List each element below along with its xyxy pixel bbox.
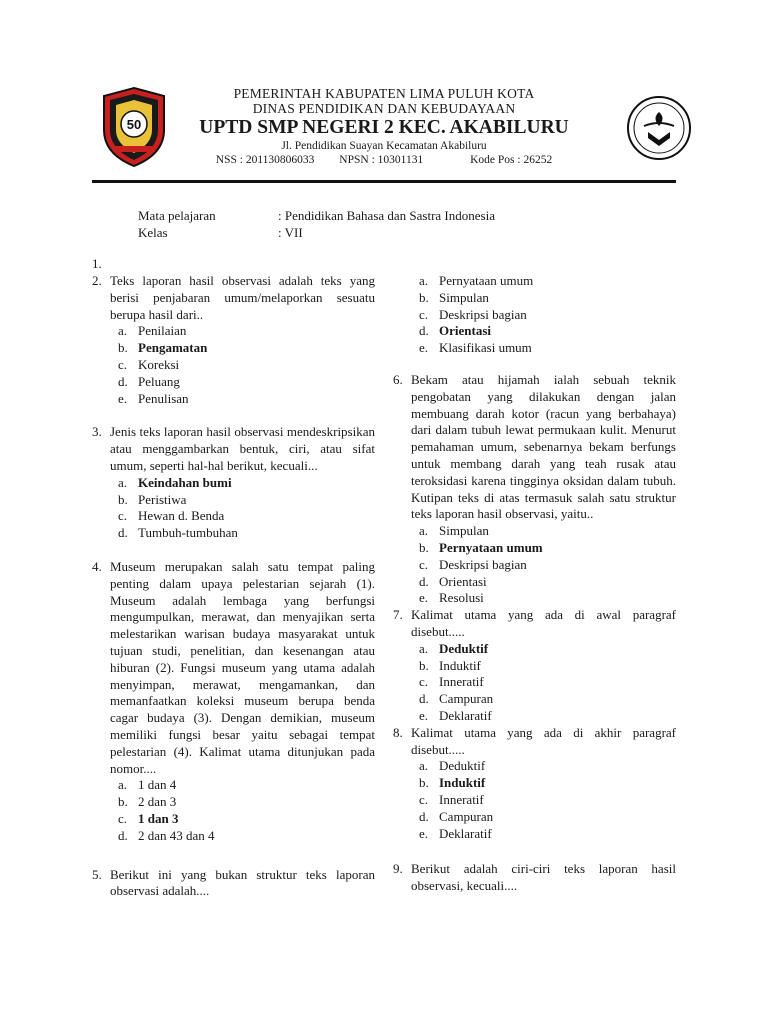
option-letter: b.	[419, 775, 429, 791]
option-letter: b.	[118, 340, 128, 356]
subject-label: Mata pelajaran	[138, 208, 216, 223]
question-text: Bekam atau hijamah ialah sebuah teknik pengobatan yang dilakukan dengan jalan membuang darah kotor (racun yang berbahaya) dari dalam tubuh lewat permukaan kulit. Menurut pemahaman umum, sebenarnya bekam berfungs untuk membang darah yang teah rusak atau teroksidasi karena tingginya oksidan dalam tubuh. Kutipan teks di atas termasuk salah satu struktur teks laporan hasil observasi, yaitu..	[411, 371, 676, 522]
option[interactable]	[110, 357, 375, 374]
option-letter: b.	[118, 491, 128, 507]
question-number: 5.	[92, 866, 102, 882]
option-text: 2 dan 43 dan 4	[138, 827, 215, 843]
option[interactable]	[411, 340, 676, 357]
option-letter: d.	[118, 373, 128, 389]
option-text: Inneratif	[439, 791, 484, 807]
option-text-correct: Pernyataan umum	[439, 539, 543, 555]
option-letter: d.	[419, 691, 429, 707]
option-letter: e.	[419, 590, 429, 606]
option[interactable]	[110, 777, 375, 794]
option-text-correct: Induktif	[439, 775, 486, 791]
option-text: Deduktif	[439, 758, 486, 774]
npsn-code: NPSN : 10301131	[339, 154, 424, 166]
option[interactable]	[411, 708, 676, 725]
question-number: 6.	[393, 371, 403, 387]
option-text-correct: Pengamatan	[138, 340, 208, 356]
option-text: Peristiwa	[138, 491, 187, 507]
option-letter: c.	[419, 674, 429, 690]
option-letter: c.	[419, 556, 429, 572]
option-text: Penulisan	[138, 390, 189, 406]
option-text: Campuran	[439, 691, 494, 707]
option-text: Hewan d. Benda	[138, 508, 225, 524]
question-6	[393, 372, 676, 607]
option-list	[110, 475, 375, 542]
question-number: 3.	[92, 424, 102, 440]
option[interactable]	[411, 775, 676, 792]
header-government: PEMERINTAH KABUPATEN LIMA PULUH KOTA	[233, 86, 535, 101]
question-3	[92, 424, 375, 542]
subject-value: : Pendidikan Bahasa dan Sastra Indonesia	[278, 208, 495, 223]
question-number: 4.	[92, 558, 102, 574]
option-letter: c.	[118, 508, 128, 524]
option-text: Orientasi	[439, 573, 487, 589]
question-text: Jenis teks laporan hasil observasi mendeskripsikan atau menggambarkan bentuk, ciri, atau sifat umum, seperti hal-hal berikut, kecuali...	[110, 424, 375, 473]
option-text: Klasifikasi umum	[439, 340, 532, 356]
option-letter: a.	[419, 523, 429, 539]
option[interactable]	[110, 323, 375, 340]
option-letter: b.	[419, 289, 429, 305]
question-5	[92, 867, 375, 901]
question-7	[393, 607, 676, 725]
class-label: Kelas	[138, 225, 168, 240]
question-number: 2.	[92, 273, 102, 288]
option-letter: e.	[419, 340, 429, 356]
option-text: Deklaratif	[439, 825, 492, 841]
option-text: 2 dan 3	[138, 794, 177, 810]
option[interactable]	[411, 574, 676, 591]
option[interactable]	[110, 340, 375, 357]
option-letter: c.	[118, 356, 128, 372]
option-letter: a.	[419, 640, 429, 656]
option-text: Pernyataan umum	[439, 273, 534, 288]
school-codes	[0, 154, 768, 166]
question-1	[92, 256, 375, 273]
option[interactable]	[411, 273, 676, 290]
option[interactable]	[411, 826, 676, 843]
question-text: Berikut ini yang bukan struktur teks laporan observasi adalah....	[110, 866, 375, 899]
option-list	[110, 323, 375, 407]
option[interactable]	[411, 523, 676, 540]
header-department: DINAS PENDIDIKAN DAN KEBUDAYAAN	[252, 101, 516, 116]
option-letter: a.	[118, 323, 128, 339]
question-text: Berikut adalah ciri-ciri teks laporan hasil observasi, kecuali....	[411, 861, 676, 894]
left-column	[92, 256, 375, 900]
option[interactable]	[110, 508, 375, 525]
option-letter: e.	[118, 390, 128, 406]
option[interactable]	[411, 641, 676, 658]
school-name: UPTD SMP NEGERI 2 KEC. AKABILURU	[199, 117, 569, 138]
option-letter: e.	[419, 825, 429, 841]
option-letter: d.	[419, 323, 429, 339]
option-letter: b.	[419, 657, 429, 673]
option-list	[411, 641, 676, 725]
nss-code: NSS : 201130806033	[215, 154, 315, 166]
option-letter: b.	[118, 794, 128, 810]
option-text-correct: Deduktif	[439, 640, 489, 656]
option-text-correct: 1 dan 3	[138, 810, 179, 826]
question-number: 8.	[393, 724, 403, 740]
header-divider	[92, 180, 676, 183]
option[interactable]	[110, 391, 375, 408]
option[interactable]	[411, 290, 676, 307]
option-text: Penilaian	[138, 323, 187, 339]
option-letter: a.	[118, 777, 128, 793]
school-address: Jl. Pendidikan Suayan Kecamatan Akabiluru	[281, 140, 487, 152]
option-letter: e.	[419, 707, 429, 723]
option-text: Deklaratif	[439, 707, 492, 723]
option-letter: d.	[118, 525, 128, 541]
option-text: Inneratif	[439, 674, 484, 690]
option[interactable]	[411, 590, 676, 607]
option-list	[411, 758, 676, 842]
option[interactable]	[411, 557, 676, 574]
option[interactable]	[110, 811, 375, 828]
option-text: Koreksi	[138, 356, 180, 372]
option[interactable]	[411, 809, 676, 826]
option[interactable]	[110, 475, 375, 492]
question-text: Teks laporan hasil observasi adalah teks yang berisi penjabaran umum/melaporkan sesuatu berupa hasil dari..	[110, 273, 375, 322]
option-text: Campuran	[439, 808, 494, 824]
option-list	[411, 523, 676, 607]
option[interactable]	[411, 691, 676, 708]
option[interactable]	[110, 525, 375, 542]
logo-number: 50	[126, 117, 142, 132]
postal-code: Kode Pos : 26252	[470, 154, 553, 166]
option-letter: c.	[419, 306, 429, 322]
option-letter: a.	[419, 758, 429, 774]
option-text: Deskripsi bagian	[439, 556, 527, 572]
option[interactable]	[411, 758, 676, 775]
option-letter: a.	[118, 474, 128, 490]
option-text-correct: Orientasi	[439, 323, 491, 339]
option-text: Resolusi	[439, 590, 484, 606]
option[interactable]	[411, 674, 676, 691]
question-text: Museum merupakan salah satu tempat paling penting dalam upaya pelestarian sejarah (1). Museum adalah lembaga yang berfungsi mengumpulkan, merawat, dan menyajikan serta melestarikan warisan budaya masyarakat untuk tujuan studi, penelitian, dan kesenangan atau hiburan (2). Fungsi museum yang utama adalah menyimpan, merawat, mengamankan, dan memanfaatkan koleksi museum berupa benda cagar budaya (3). Dengan demikian, museum memiliki fungsi besar yaitu sebagai tempat pelestarian (4). Kalimat utama ditunjukan pada nomor....	[110, 558, 375, 776]
question-number: 1.	[92, 256, 102, 271]
option-letter: d.	[118, 827, 128, 843]
question-9	[393, 861, 676, 895]
option[interactable]	[411, 658, 676, 675]
question-number: 9.	[393, 861, 403, 877]
question-text: Kalimat utama yang ada di akhir paragraf disebut.....	[411, 724, 676, 757]
option-text: Tumbuh-tumbuhan	[138, 525, 238, 541]
option[interactable]	[110, 374, 375, 391]
option-text-correct: Keindahan bumi	[138, 474, 232, 490]
class-value: : VII	[278, 225, 303, 240]
option[interactable]	[411, 792, 676, 809]
option-letter: d.	[419, 573, 429, 589]
right-column	[393, 273, 676, 895]
option[interactable]	[411, 540, 676, 557]
option-text: 1 dan 4	[138, 777, 177, 793]
option-text: Deskripsi bagian	[439, 306, 527, 322]
q5-option-list	[411, 273, 676, 357]
option-text: Simpulan	[439, 523, 489, 539]
option-text: Peluang	[138, 373, 180, 389]
question-2	[92, 273, 375, 407]
option-letter: c.	[118, 810, 128, 826]
option[interactable]	[110, 828, 375, 845]
option[interactable]	[110, 492, 375, 509]
option[interactable]	[411, 323, 676, 340]
question-4	[92, 559, 375, 845]
option-letter: a.	[419, 273, 429, 288]
question-8	[393, 725, 676, 843]
option-text: Induktif	[439, 657, 481, 673]
option[interactable]	[411, 307, 676, 324]
option-letter: b.	[419, 539, 429, 555]
question-number: 7.	[393, 607, 403, 623]
option-list	[110, 777, 375, 844]
option[interactable]	[110, 794, 375, 811]
option-text: Simpulan	[439, 289, 489, 305]
option-letter: c.	[419, 791, 429, 807]
option-letter: d.	[419, 808, 429, 824]
question-text: Kalimat utama yang ada di awal paragraf disebut.....	[411, 607, 676, 639]
